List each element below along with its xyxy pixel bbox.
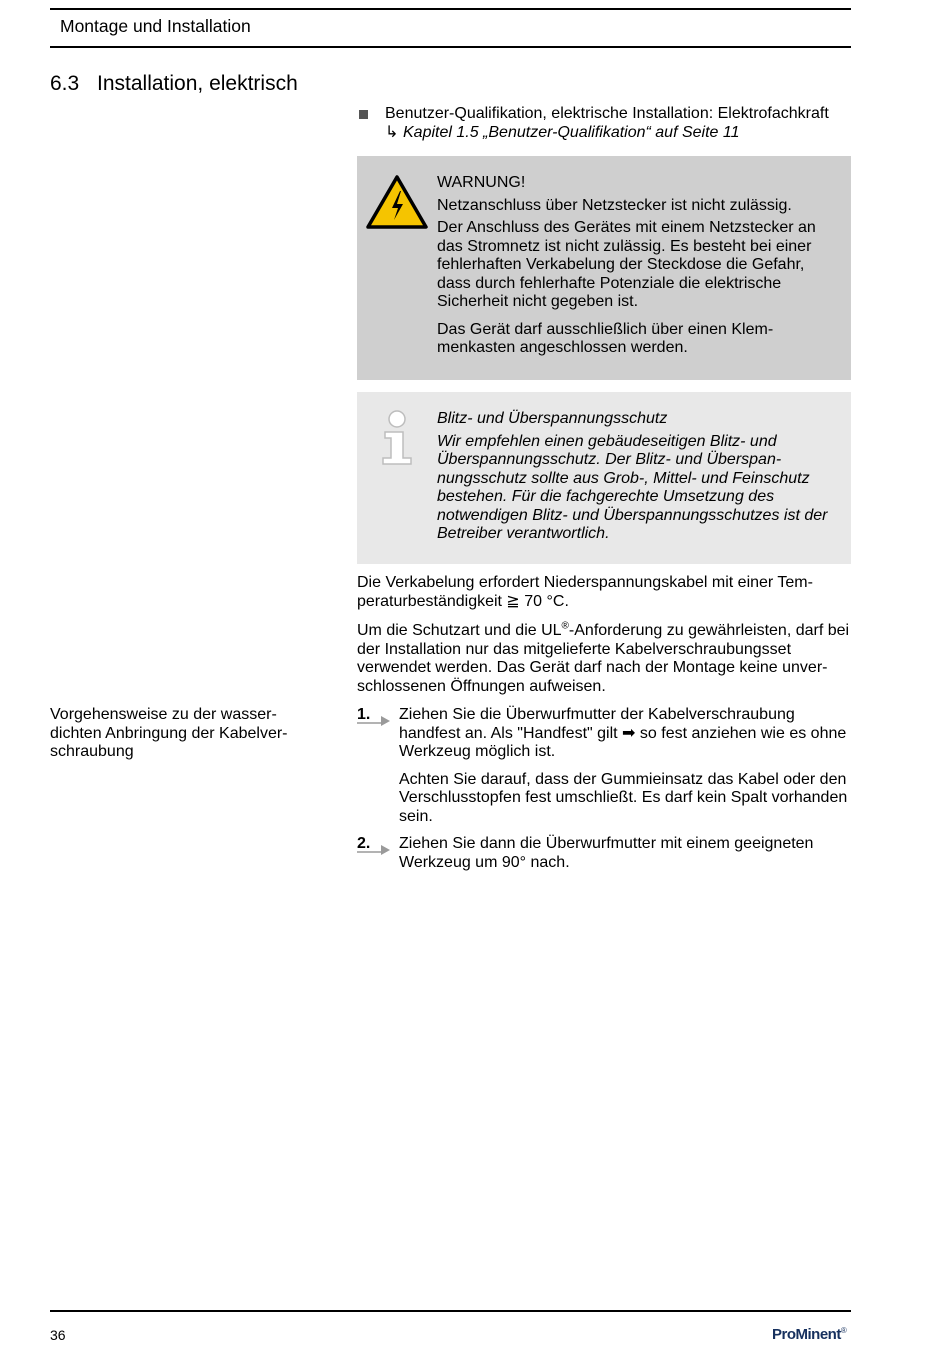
cable-requirement-paragraph: Die Verkabelung erfordert Niederspannungskabel mit einer Temperaturbeständigkeit ≧ 70 °C. [357, 574, 813, 610]
cross-reference-icon: ↳ [385, 124, 399, 141]
step-1-text-end: so fest anziehen wie es ohne Werkzeug möglich ist. [399, 724, 847, 760]
info-box [357, 392, 851, 564]
protection-paragraph [357, 622, 851, 696]
step-arrow-icon [357, 714, 391, 726]
header-title: Montage und Installation [60, 16, 251, 36]
footer-rule [50, 1310, 851, 1312]
logo-registered-mark: ® [840, 1326, 847, 1335]
step-1-note: Achten Sie darauf, dass der Gummieinsatz das Kabel oder den Verschlusstopfen fest umschließt. Es darf kein Spalt vorhanden sein. [399, 770, 848, 825]
step-1-text-start: Ziehen Sie die Überwurfmutter der Kabelverschraubung handfest an. Als "Handfest" gilt [399, 706, 795, 742]
result-arrow-icon: ➡ [622, 724, 636, 742]
warning-signal-word: WARNUNG! [437, 174, 526, 191]
registered-mark: ® [561, 620, 569, 632]
qualification-xref-link[interactable]: Kapitel 1.5 „Benutzer-Qualifikation“ auf Seite 11 [403, 124, 740, 141]
info-text: Wir empfehlen einen gebäudeseitigen Blitz- und Überspannungsschutz. Der Blitz- und Überspannungsschutz sollte aus Grob-, Mittel- und Feinschutz bestehen. Für die fachgerechte Umsetzung des notwendigen Blitz- und Überspannungsschutzes ist der Betreiber verantwortlich. [437, 432, 828, 542]
high-voltage-warning-icon [365, 174, 429, 230]
warning-text-2: Das Gerät darf ausschließlich über einen Klemmenkasten angeschlossen werden. [437, 320, 774, 356]
protection-text-start: Um die Schutzart und die UL [357, 622, 562, 639]
info-icon [379, 410, 415, 466]
step-1-text [399, 706, 851, 762]
page-number: 36 [50, 1327, 66, 1343]
protection-text-end: -Anforderung zu gewährleisten, darf bei der Installation nur das mitgelieferte Kabelverschraubungsset verwendet werden. Das Gerät darf nach der Montage keine unverschlossenen Öffnungen aufweisen. [357, 622, 850, 695]
step-arrow-icon [357, 843, 391, 855]
step-number: 1. [357, 706, 371, 723]
section-number: 6.3 [50, 72, 80, 95]
header-rule-bottom [50, 46, 851, 48]
square-bullet-icon [359, 110, 368, 119]
warning-box [357, 156, 851, 380]
section-title-text: Installation, elektrisch [97, 72, 298, 95]
warning-headline: Netzanschluss über Netzstecker ist nicht zulässig. [437, 196, 792, 214]
qualification-value: Elektrofachkraft [717, 105, 829, 122]
section-title [50, 72, 298, 96]
step-2-text: Ziehen Sie dann die Überwurfmutter mit einem geeigneten Werkzeug um 90° nach. [399, 835, 814, 871]
warning-text: Der Anschluss des Gerätes mit einem Netzstecker an das Stromnetz ist nicht zulässig. Es besteht bei einer fehlerhaften Verkabelung der Steckdose die Gefahr, dass durch fehlerhafte Potenziale die elektrische Sicherheit nicht gegeben ist. [437, 219, 816, 310]
procedure-side-heading: Vorgehensweise zu der wasserdichten Anbringung der Kabelverschraubung [50, 706, 288, 760]
step-number: 2. [357, 835, 371, 852]
info-title: Blitz- und Überspannungsschutz [437, 410, 668, 427]
qualification-label: Benutzer-Qualifikation, elektrische Installation: [385, 105, 714, 122]
prominent-logo [772, 1326, 846, 1343]
header-rule-top [50, 8, 851, 10]
logo-text: ProMinent [772, 1326, 841, 1343]
